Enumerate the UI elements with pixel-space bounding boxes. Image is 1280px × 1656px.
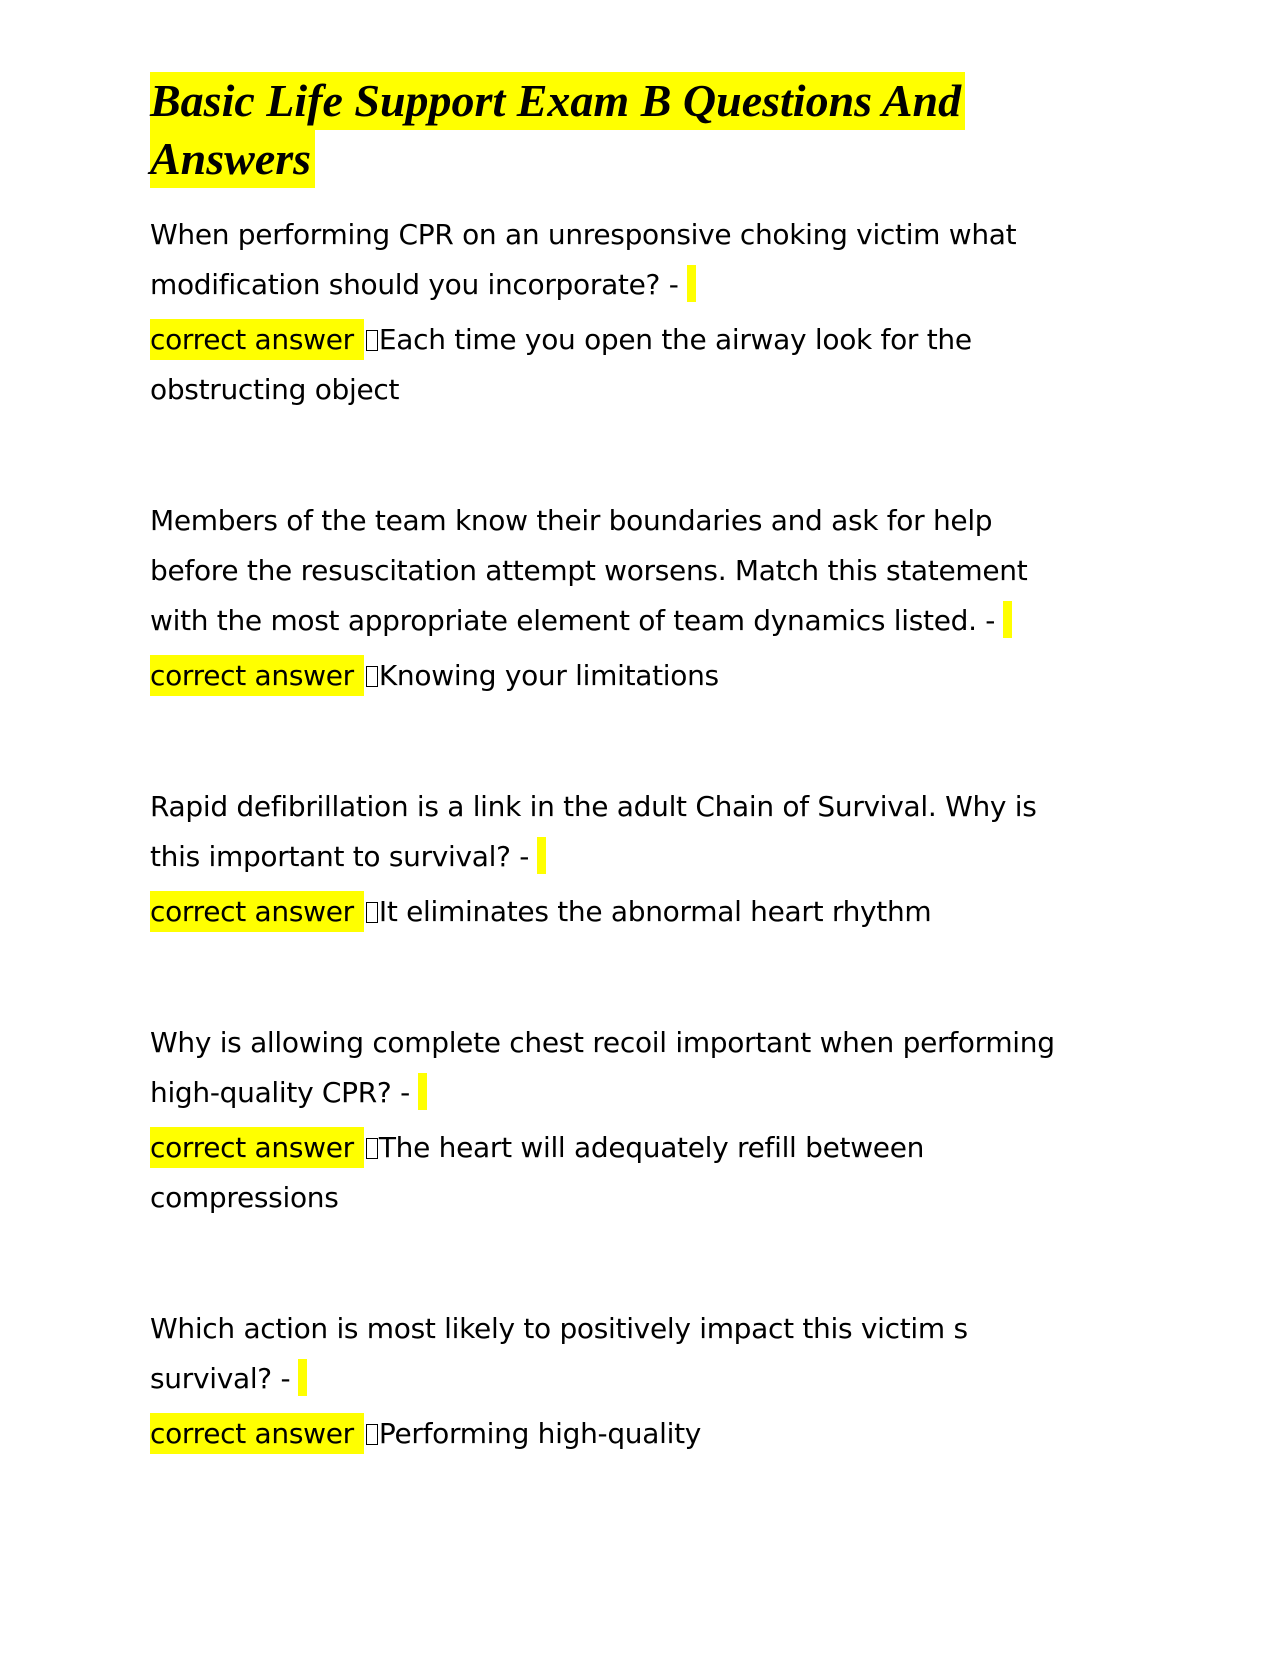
missing-glyph-icon bbox=[366, 1424, 378, 1445]
answer-label: correct answer bbox=[150, 891, 364, 932]
qa-item-2 bbox=[150, 496, 1130, 701]
highlight-marker bbox=[418, 1073, 427, 1110]
answer-label: correct answer bbox=[150, 1413, 364, 1454]
question-text: Which action is most likely to positively impact this victim s survival? - bbox=[150, 1312, 968, 1395]
answer-text: correct answer Knowing your limitations bbox=[150, 651, 1130, 701]
missing-glyph-icon bbox=[366, 330, 378, 351]
question-text: Why is allowing complete chest recoil important when performing high-quality CPR? - bbox=[150, 1026, 1055, 1109]
question-text: Rapid defibrillation is a link in the adult Chain of Survival. Why is this important to survival? - bbox=[150, 790, 1037, 873]
missing-glyph-icon bbox=[366, 666, 378, 687]
qa-item-1 bbox=[150, 210, 1130, 415]
title-line-2: Answers bbox=[150, 130, 315, 188]
title-line-1: Basic Life Support Exam B Questions And bbox=[150, 72, 965, 130]
answer-text: correct answer The heart will adequately refill between compressions bbox=[150, 1123, 1130, 1223]
highlight-marker bbox=[1003, 601, 1012, 638]
highlight-marker bbox=[298, 1359, 307, 1396]
answer-label: correct answer bbox=[150, 655, 364, 696]
answer-label: correct answer bbox=[150, 319, 364, 360]
document-page bbox=[150, 72, 1130, 1459]
qa-item-4 bbox=[150, 1018, 1130, 1223]
answer-text: correct answer Performing high-quality bbox=[150, 1409, 1130, 1459]
answer-label: correct answer bbox=[150, 1127, 364, 1168]
missing-glyph-icon bbox=[366, 1138, 378, 1159]
document-title bbox=[150, 72, 1130, 188]
answer-text: correct answer Each time you open the airway look for the obstructing object bbox=[150, 315, 1130, 415]
highlight-marker bbox=[537, 837, 546, 874]
highlight-marker bbox=[687, 265, 696, 302]
question-list bbox=[150, 210, 1130, 1459]
qa-item-3 bbox=[150, 782, 1130, 937]
missing-glyph-icon bbox=[366, 902, 378, 923]
answer-text: correct answer It eliminates the abnormal heart rhythm bbox=[150, 887, 1130, 937]
question-text: When performing CPR on an unresponsive choking victim what modification should you incorporate? - bbox=[150, 218, 1017, 301]
qa-item-5 bbox=[150, 1304, 1130, 1459]
question-text: Members of the team know their boundaries and ask for help before the resuscitation attempt worsens. Match this statement with the most appropriate element of team dynamics listed. - bbox=[150, 504, 1028, 637]
